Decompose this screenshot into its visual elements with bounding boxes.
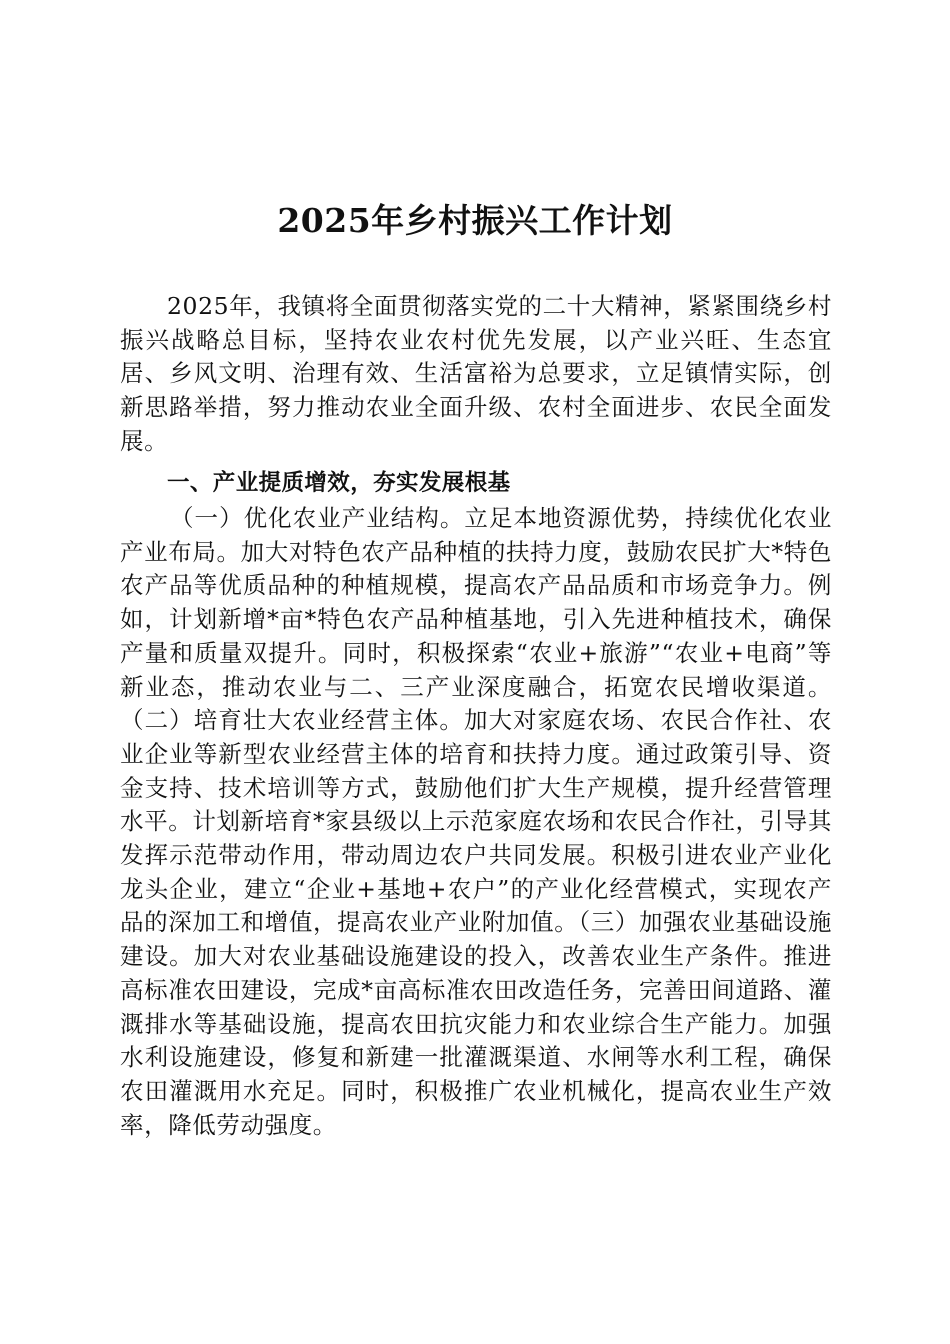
intro-paragraph: 2025年，我镇将全面贯彻落实党的二十大精神，紧紧围绕乡村振兴战略总目标，坚持农业农村优先发展，以产业兴旺、生态宜居、乡风文明、治理有效、生活富裕为总要求，立足镇情实际，创新思路举措，努力推动农业全面升级、农村全面进步、农民全面发展。 bbox=[120, 292, 832, 455]
section-heading: 一、产业提质增效，夯实发展根基 bbox=[167, 470, 511, 496]
section-paragraph: （一）优化农业产业结构。立足本地资源优势，持续优化农业产业布局。加大对特色农产品种植的扶持力度，鼓励农民扩大*特色农产品等优质品种的种植规模，提高农产品品质和市场竞争力。例如，计划新增*亩*特色农产品种植基地，引入先进种植技术，确保产量和质量双提升。同时，积极探索“农业+旅游”“农业+电商”等新业态，推动农业与二、三产业深度融合，拓宽农民增收渠道。（二）培育壮大农业经营主体。加大对家庭农场、农民合作社、农业企业等新型农业经营主体的培育和扶持力度。通过政策引导、资金支持、技术培训等方式，鼓励他们扩大生产规模，提升经营管理水平。计划新培育*家县级以上示范家庭农场和农民合作社，引导其发挥示范带动作用，带动周边农户共同发展。积极引进农业产业化龙头企业，建立“企业+基地+农户”的产业化经营模式，实现农产品的深加工和增值，提高农业产业附加值。（三）加强农业基础设施建设。加大对农业基础设施建设的投入，改善农业生产条件。推进高标准农田建设，完成*亩高标准农田改造任务，完善田间道路、灌溉排水等基础设施，提高农田抗灾能力和农业综合生产能力。加强水利设施建设，修复和新建一批灌溉渠道、水闸等水利工程，确保农田灌溉用水充足。同时，积极推广农业机械化，提高农业生产效率，降低劳动强度。 bbox=[120, 504, 832, 1139]
document-title: 2025年乡村振兴工作计划 bbox=[277, 201, 673, 240]
